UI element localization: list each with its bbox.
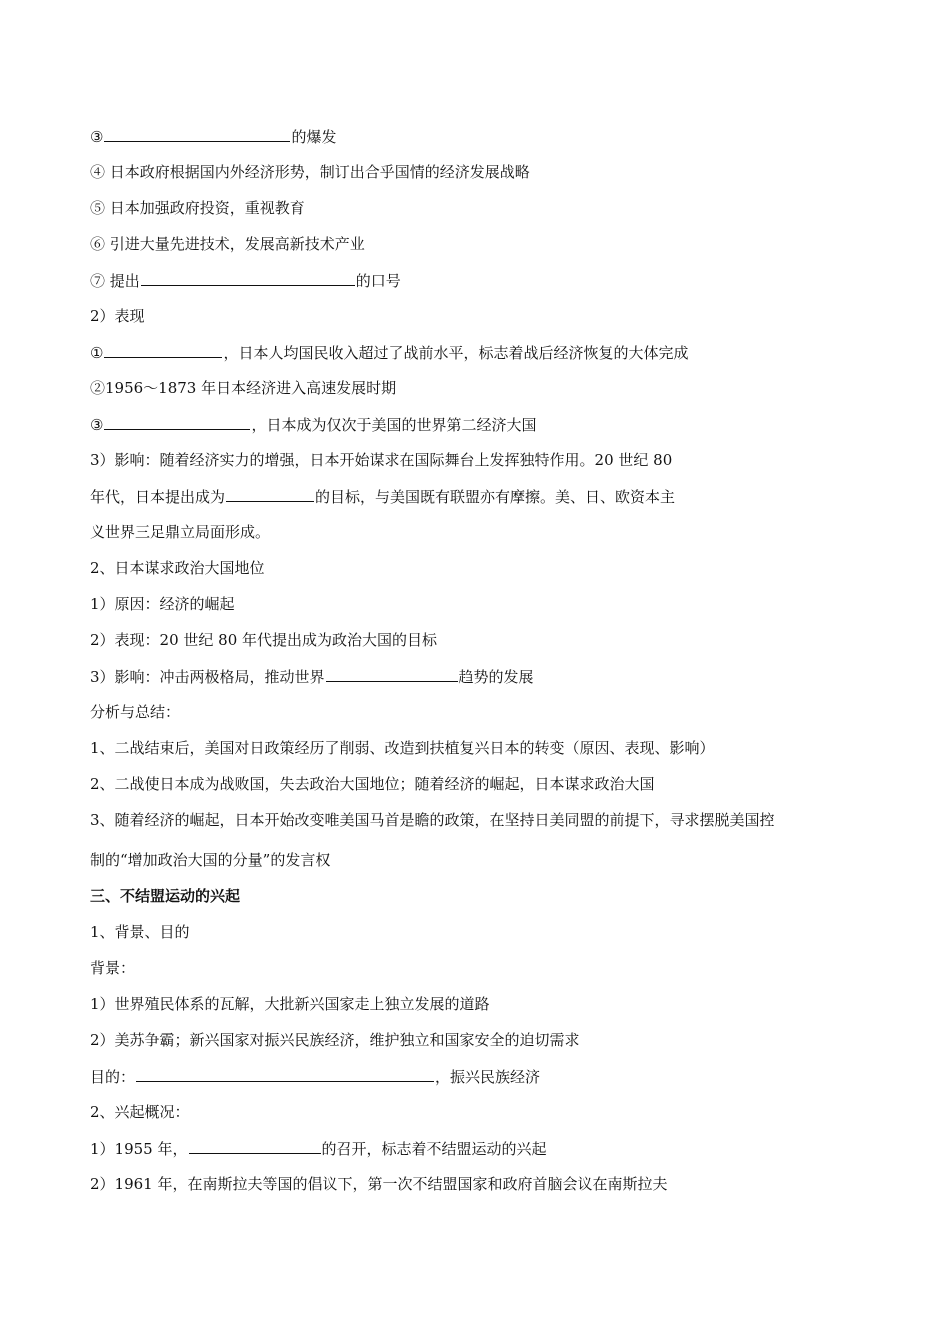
text-segment: ③	[90, 128, 104, 146]
text-line: 义世界三足鼎立局面形成。	[90, 523, 271, 541]
fill-in-blank[interactable]	[104, 414, 250, 430]
fill-in-blank[interactable]	[104, 342, 222, 358]
text-segment: 的口号	[355, 272, 401, 290]
text-segment: 的召开，标志着不结盟运动的兴起	[321, 1140, 547, 1158]
text-line	[90, 126, 336, 147]
text-line: 1、二战结束后，美国对日政策经历了削弱、改造到扶植复兴日本的转变（原因、表现、影响）	[90, 739, 715, 757]
fill-in-blank[interactable]	[226, 486, 314, 502]
text-line: 2、兴起概况：	[90, 1103, 190, 1121]
text-line: 2）美苏争霸；新兴国家对振兴民族经济，维护独立和国家安全的迫切需求	[90, 1031, 580, 1049]
section-heading: 2、日本谋求政治大国地位	[90, 559, 265, 577]
text-line	[90, 342, 688, 363]
text-line: 制的“增加政治大国的分量”的发言权	[90, 851, 331, 869]
text-segment: ，日本成为仅次于美国的世界第二经济大国	[251, 416, 537, 434]
text-segment: ③	[90, 416, 104, 434]
fill-in-blank[interactable]	[136, 1066, 434, 1082]
text-segment: 的爆发	[291, 128, 337, 146]
text-line	[90, 1066, 540, 1087]
text-line: ⑤ 日本加强政府投资，重视教育	[90, 199, 305, 217]
text-line: 2、二战使日本成为战败国，失去政治大国地位；随着经济的崛起，日本谋求政治大国	[90, 775, 655, 793]
text-line: 2）1961 年，在南斯拉夫等国的倡议下，第一次不结盟国家和政府首脑会议在南斯拉夫	[90, 1175, 668, 1193]
section-heading: 三、不结盟运动的兴起	[90, 887, 241, 905]
text-segment: 3）影响：冲击两极格局，推动世界	[90, 668, 325, 686]
fill-in-blank[interactable]	[104, 126, 290, 142]
text-line: ②1956～1873 年日本经济进入高速发展时期	[90, 379, 397, 397]
text-line: 3）影响：随着经济实力的增强，日本开始谋求在国际舞台上发挥独特作用。20 世纪 80	[90, 451, 673, 469]
text-line: 2）表现	[90, 307, 145, 325]
text-line: ④ 日本政府根据国内外经济形势，制订出合乎国情的经济发展战略	[90, 163, 530, 181]
section-heading: 分析与总结：	[90, 703, 181, 721]
text-segment: ，日本人均国民收入超过了战前水平，标志着战后经济恢复的大体完成	[223, 344, 689, 362]
text-line	[90, 666, 534, 687]
text-segment: 目的：	[90, 1068, 136, 1086]
text-segment: 年代，日本提出成为	[90, 488, 226, 506]
text-line: 背景：	[90, 959, 136, 977]
text-line	[90, 486, 675, 507]
text-segment: ①	[90, 344, 104, 362]
fill-in-blank[interactable]	[189, 1138, 321, 1154]
text-line: 3、随着经济的崛起，日本开始改变唯美国马首是瞻的政策，在坚持日美同盟的前提下，寻求摆脱美国控	[90, 811, 775, 829]
text-line: 1）世界殖民体系的瓦解，大批新兴国家走上独立发展的道路	[90, 995, 490, 1013]
text-line	[90, 414, 536, 435]
text-line: 2）表现：20 世纪 80 年代提出成为政治大国的目标	[90, 631, 438, 649]
text-segment: 趋势的发展	[458, 668, 534, 686]
text-line: 1、背景、目的	[90, 923, 190, 941]
fill-in-blank[interactable]	[141, 270, 355, 286]
text-segment: 1）1955 年，	[90, 1140, 188, 1158]
text-segment: ，振兴民族经济	[435, 1068, 541, 1086]
fill-in-blank[interactable]	[326, 666, 458, 682]
text-line	[90, 1138, 547, 1159]
text-segment: ⑦ 提出	[90, 272, 140, 290]
text-line: 1）原因：经济的崛起	[90, 595, 235, 613]
text-segment: 的目标，与美国既有联盟亦有摩擦。美、日、欧资本主	[315, 488, 676, 506]
text-line: ⑥ 引进大量先进技术，发展高新技术产业	[90, 235, 365, 253]
text-line	[90, 270, 401, 291]
